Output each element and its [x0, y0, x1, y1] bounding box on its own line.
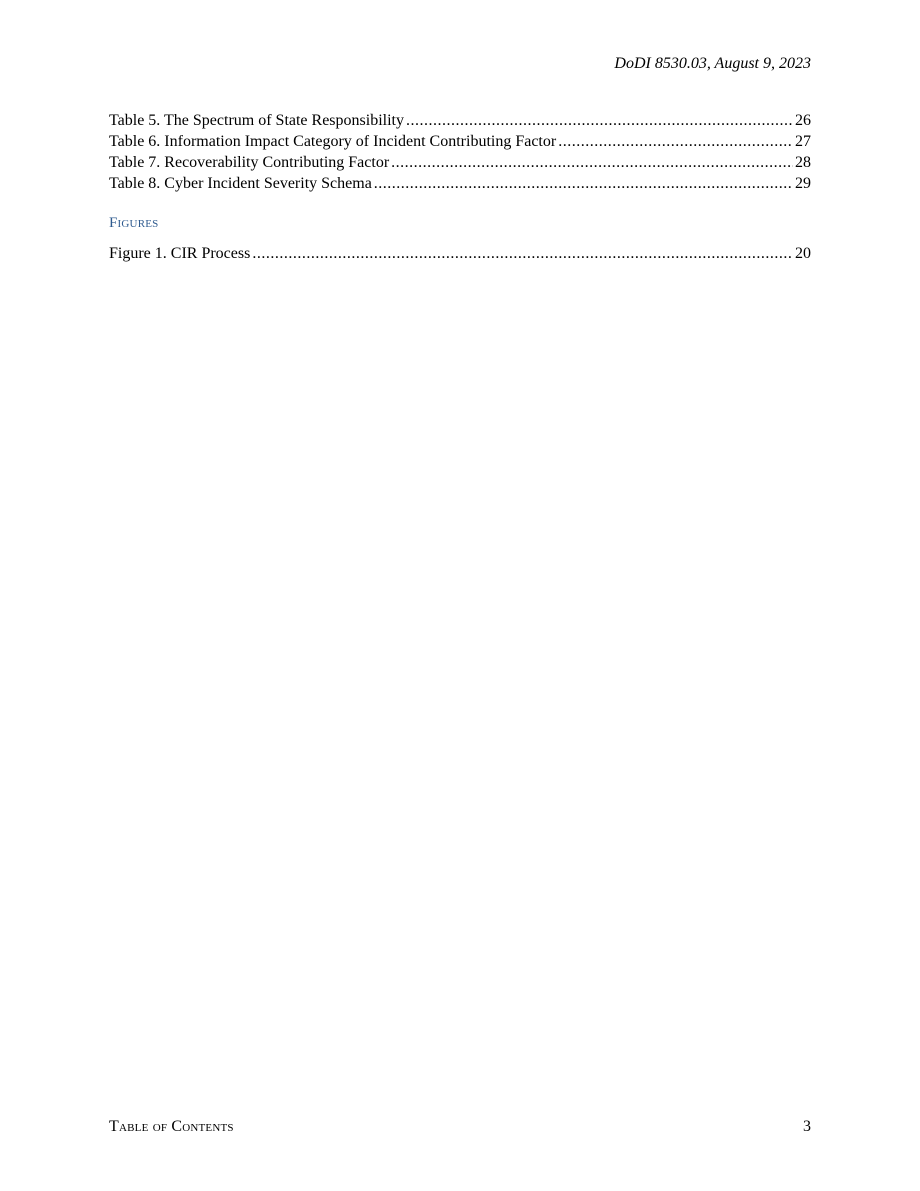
- toc-entry-page: 29: [795, 175, 811, 192]
- dot-leader: [558, 131, 793, 152]
- toc-entry-table-7[interactable]: [109, 152, 811, 173]
- page-header: DoDI 8530.03, August 9, 2023: [614, 55, 811, 72]
- dot-leader: [391, 152, 793, 173]
- toc-entry-label: Table 5. The Spectrum of State Responsibility: [109, 112, 404, 129]
- figures-heading: Figures: [109, 215, 159, 231]
- footer-section-title: Table of Contents: [109, 1118, 234, 1135]
- toc-entry-table-8[interactable]: [109, 173, 811, 194]
- toc-entry-label: Figure 1. CIR Process: [109, 245, 251, 262]
- dot-leader: [406, 110, 793, 131]
- toc-entry-page: 28: [795, 154, 811, 171]
- tables-list: [109, 110, 811, 194]
- toc-entry-page: 27: [795, 133, 811, 150]
- toc-entry-page: 26: [795, 112, 811, 129]
- dot-leader: [374, 173, 793, 194]
- figures-list: [109, 243, 811, 264]
- toc-entry-label: Table 8. Cyber Incident Severity Schema: [109, 175, 372, 192]
- toc-entry-table-6[interactable]: [109, 131, 811, 152]
- toc-entry-page: 20: [795, 245, 811, 262]
- toc-entry-label: Table 7. Recoverability Contributing Factor: [109, 154, 390, 171]
- dot-leader: [252, 243, 793, 264]
- toc-entry-table-5[interactable]: [109, 110, 811, 131]
- toc-entry-figure-1[interactable]: [109, 243, 811, 264]
- footer-page-number: 3: [803, 1118, 811, 1135]
- page-footer: [109, 1117, 811, 1137]
- toc-entry-label: Table 6. Information Impact Category of Incident Contributing Factor: [109, 133, 557, 150]
